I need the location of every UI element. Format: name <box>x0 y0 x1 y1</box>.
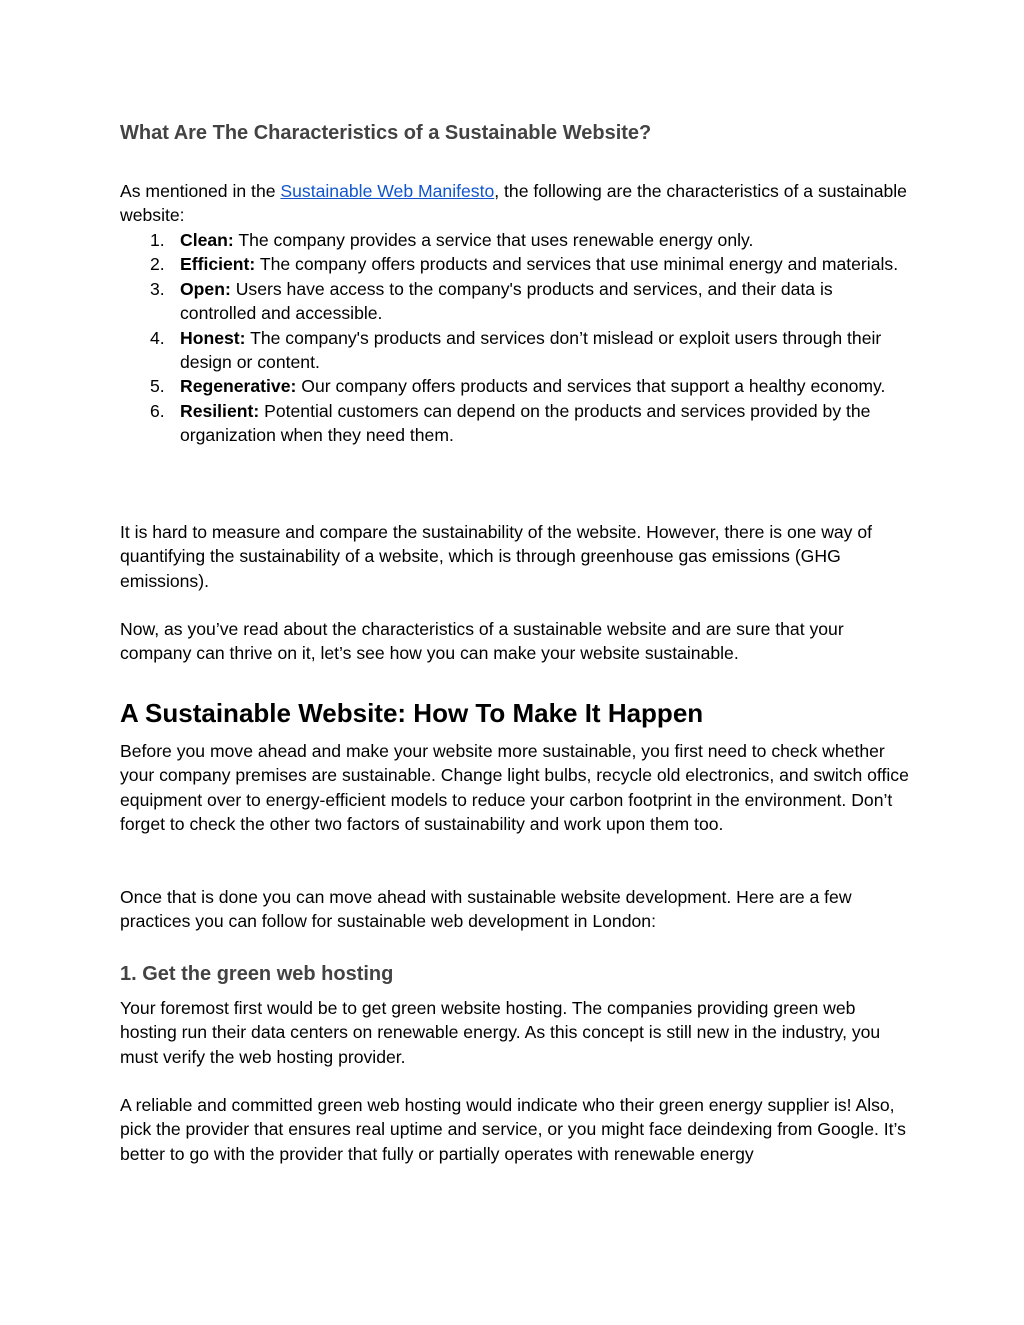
list-item-regenerative <box>120 374 910 398</box>
list-text: Users have access to the company's products and services, and their data is controlled and accessible. <box>180 278 833 324</box>
list-number: 3. <box>150 278 165 299</box>
intro-text-before: As mentioned in the <box>120 181 281 201</box>
list-term: Honest: <box>180 327 246 348</box>
list-number: 6. <box>150 400 165 421</box>
list-term: Regenerative: <box>180 376 297 397</box>
list-number: 1. <box>150 230 165 250</box>
list-text: Our company offers products and services that support a healthy economy. <box>296 376 886 397</box>
list-item-honest <box>120 326 910 375</box>
green-hosting-heading: 1. Get the green web hosting <box>120 963 394 985</box>
list-term: Clean: <box>180 230 234 250</box>
list-text: The company provides a service that uses renewable energy only. <box>233 230 754 250</box>
list-term: Open: <box>180 278 231 299</box>
list-item-efficient <box>120 252 910 276</box>
measure-paragraph: It is hard to measure and compare the sustainability of the website. However, there is one way of quantifying the sustainability of a website, which is through greenhouse gas emissions (GHG emissions). <box>120 522 873 591</box>
list-item-clean <box>120 228 910 252</box>
list-number: 2. <box>150 254 165 275</box>
characteristics-heading: What Are The Characteristics of a Sustainable Website? <box>120 122 652 144</box>
list-item-open <box>120 277 910 326</box>
list-text: The company's products and services don’t mislead or exploit users through their design or content. <box>180 327 882 373</box>
list-term: Resilient: <box>180 400 260 421</box>
list-term: Efficient: <box>180 254 256 275</box>
list-number: 5. <box>150 376 165 397</box>
reliable-paragraph: A reliable and committed green web hosting would indicate who their green energy supplier is! Also, pick the provider that ensures real uptime and service, or you might face deindexing from Google. It’s better to go with the provider that fully or partially operates with renewable energy <box>120 1095 906 1164</box>
list-text: Potential customers can depend on the products and services provided by the organization when they need them. <box>180 400 871 446</box>
list-text: The company offers products and services that use minimal energy and materials. <box>255 254 899 275</box>
sustainable-web-manifesto-link[interactable]: Sustainable Web Manifesto <box>280 181 495 201</box>
intro-paragraph <box>120 179 910 228</box>
once-paragraph: Once that is done you can move ahead with sustainable website development. Here are a few practices you can follow for sustainable web development in London: <box>120 887 852 932</box>
foremost-paragraph: Your foremost first would be to get green website hosting. The companies providing green web hosting run their data centers on renewable energy. As this concept is still new in the industry, you must verify the web hosting provider. <box>120 998 881 1067</box>
intro-text-after: , the following are the characteristics of a sustainable website: <box>120 181 907 226</box>
now-paragraph: Now, as you’ve read about the characteristics of a sustainable website and are sure that your company can thrive on it, let’s see how you can make your website sustainable. <box>120 619 844 664</box>
characteristics-list <box>120 228 910 448</box>
before-paragraph: Before you move ahead and make your website more sustainable, you first need to check whether your company premises are sustainable. Change light bulbs, recycle old electronics, and switch office equipment over to energy-efficient models to reduce your carbon footprint in the environment. Don’t forget to check the other two factors of sustainability and work upon them too. <box>120 741 909 835</box>
list-number: 4. <box>150 327 165 348</box>
how-to-heading: A Sustainable Website: How To Make It Happen <box>120 698 704 728</box>
list-item-resilient <box>120 399 910 448</box>
